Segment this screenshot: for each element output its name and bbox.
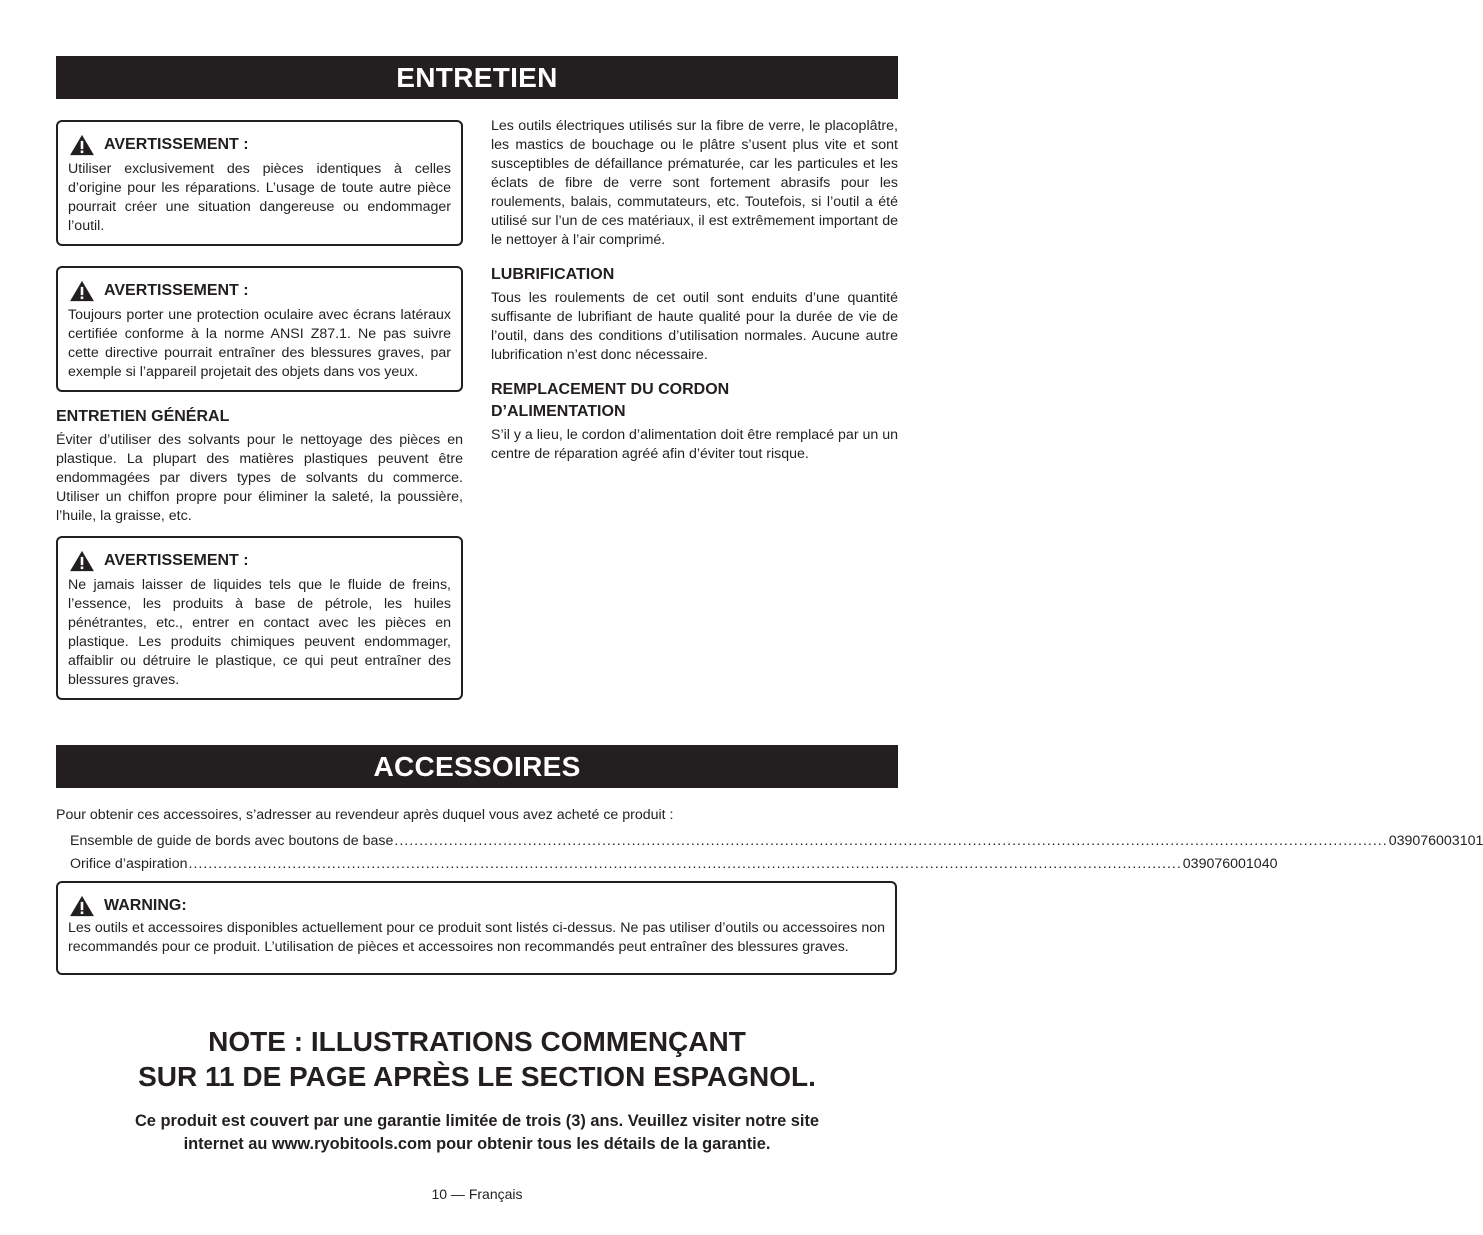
- warning-text: Toujours porter une protection oculaire avec écrans latéraux certifiée conforme à la norme ANSI Z87.1. Ne pas suivre cette directive pourrait entraîner des blessures graves, par exemple si l’appareil projetait des objets dans vos yeux.: [68, 307, 451, 380]
- guarantee-line: internet au www.ryobitools.com pour obtenir tous les détails de la garantie.: [183, 1135, 771, 1153]
- list-item: [56, 830, 1483, 853]
- paragraph-lubrification: Tous les roulements de cet outil sont enduits d’une quantité suffisante de lubrifiant de haute qualité pour la durée de vie de l’outil, dans des conditions d’utilisation normales. Aucune autre lubrification n’est donc nécessaire.: [491, 290, 898, 363]
- accessoires-intro: Pour obtenir ces accessoires, s’adresser au revendeur après duquel vous avez acheté ce produit :: [56, 807, 674, 823]
- heading-line: D’ALIMENTATION: [491, 403, 626, 420]
- accessory-part-number: 039076001040: [1182, 856, 1278, 872]
- warning-title: [68, 550, 451, 572]
- paragraph-cordon: S’il y a lieu, le cordon d’alimentation doit être remplacé par un un centre de réparation agréé afin d’éviter tout risque.: [491, 427, 898, 462]
- dot-leader: .........................................................................................................................................................................................................: [394, 833, 1388, 849]
- guarantee-line: Ce produit est couvert par une garantie limitée de trois (3) ans. Veuillez visiter notre site: [134, 1112, 820, 1130]
- entretien-left-column: [56, 120, 463, 700]
- accessory-name: Orifice d’aspiration: [70, 856, 188, 872]
- warning-text: Ne jamais laisser de liquides tels que le fluide de freins, l’essence, les produits à base de pétrole, les huiles pénétrantes, etc., entrer en contact avec les pièces en plastique. Les produits chimiques peuvent endommager, affaiblir ou détruire le plastique, ce qui peut entraîner des blessures graves.: [68, 577, 451, 688]
- warning-triangle-icon: [68, 895, 96, 917]
- warning-title-text: AVERTISSEMENT :: [104, 282, 249, 299]
- section-banner-accessoires: ACCESSOIRES: [56, 745, 898, 788]
- warning-box-eye-protection: [56, 266, 463, 392]
- heading-line: REMPLACEMENT DU CORDON: [491, 381, 730, 398]
- warning-triangle-icon: [68, 134, 96, 156]
- paragraph-entretien-general: Éviter d’utiliser des solvants pour le nettoyage des pièces en plastique. La plupart des matières plastiques peuvent être endommagées par divers types de solvants du commerce. Utiliser un chiffon propre pour éliminer la saleté, la poussière, l’huile, la graisse, etc.: [56, 432, 463, 524]
- warning-box-identical-parts: [56, 120, 463, 246]
- warning-title: [68, 280, 451, 302]
- note-illustrations: [56, 1024, 898, 1094]
- heading-entretien-general: ENTRETIEN GÉNÉRAL: [56, 408, 230, 425]
- paragraph-fiberglass: Les outils électriques utilisés sur la fibre de verre, le placoplâtre, les mastics de bouchage ou le plâtre s’usent plus vite et sont susceptibles de défaillance prématurée, car les particules et les éclats de fibre de verre sont fortement abrasifs pour les roulements, balais, commutateurs, etc. Toutefois, si l’outil a été utilisé sur l’un de ces matériaux, il est extrêmement important de le nettoyer à l’air comprimé.: [491, 118, 898, 248]
- entretien-right-column: [491, 117, 898, 464]
- warning-triangle-icon: [68, 280, 96, 302]
- warning-title-text: AVERTISSEMENT :: [104, 552, 249, 569]
- warning-box-liquids: [56, 536, 463, 700]
- warning-title-text: AVERTISSEMENT :: [104, 136, 249, 153]
- warning-box-accessories: [56, 881, 897, 975]
- warning-title: [68, 895, 885, 917]
- accessory-part-number: 039076003101: [1388, 833, 1483, 849]
- page-footer: 10 — Français: [431, 1186, 523, 1202]
- note-line: NOTE : ILLUSTRATIONS COMMENÇANT: [208, 1026, 746, 1057]
- accessory-name: Ensemble de guide de bords avec boutons de base: [70, 833, 394, 849]
- note-line: SUR 11 DE PAGE APRÈS LE SECTION ESPAGNOL.: [138, 1061, 816, 1092]
- dot-leader: .........................................................................................................................................................................................................: [188, 856, 1182, 872]
- warning-title: [68, 134, 451, 156]
- list-item: [56, 853, 1278, 876]
- warning-title-text: WARNING:: [104, 897, 187, 914]
- heading-lubrification: LUBRIFICATION: [491, 266, 615, 283]
- guarantee-notice: [56, 1110, 898, 1156]
- warning-text: Les outils et accessoires disponibles actuellement pour ce produit sont listés ci-dessus. Ne pas utiliser d’outils ou accessoires non recommandés pour ce produit. L’utilisation de pièces et accessoires non recommandés peut entraîner des blessures graves.: [68, 920, 885, 955]
- warning-text: Utiliser exclusivement des pièces identiques à celles d’origine pour les réparations. L’usage de toute autre pièce pourrait créer une situation dangereuse ou endommager l’outil.: [68, 161, 451, 234]
- heading-remplacement-cordon: [491, 379, 898, 423]
- accessoires-list: [56, 830, 1483, 876]
- section-banner-entretien: ENTRETIEN: [56, 56, 898, 99]
- warning-triangle-icon: [68, 550, 96, 572]
